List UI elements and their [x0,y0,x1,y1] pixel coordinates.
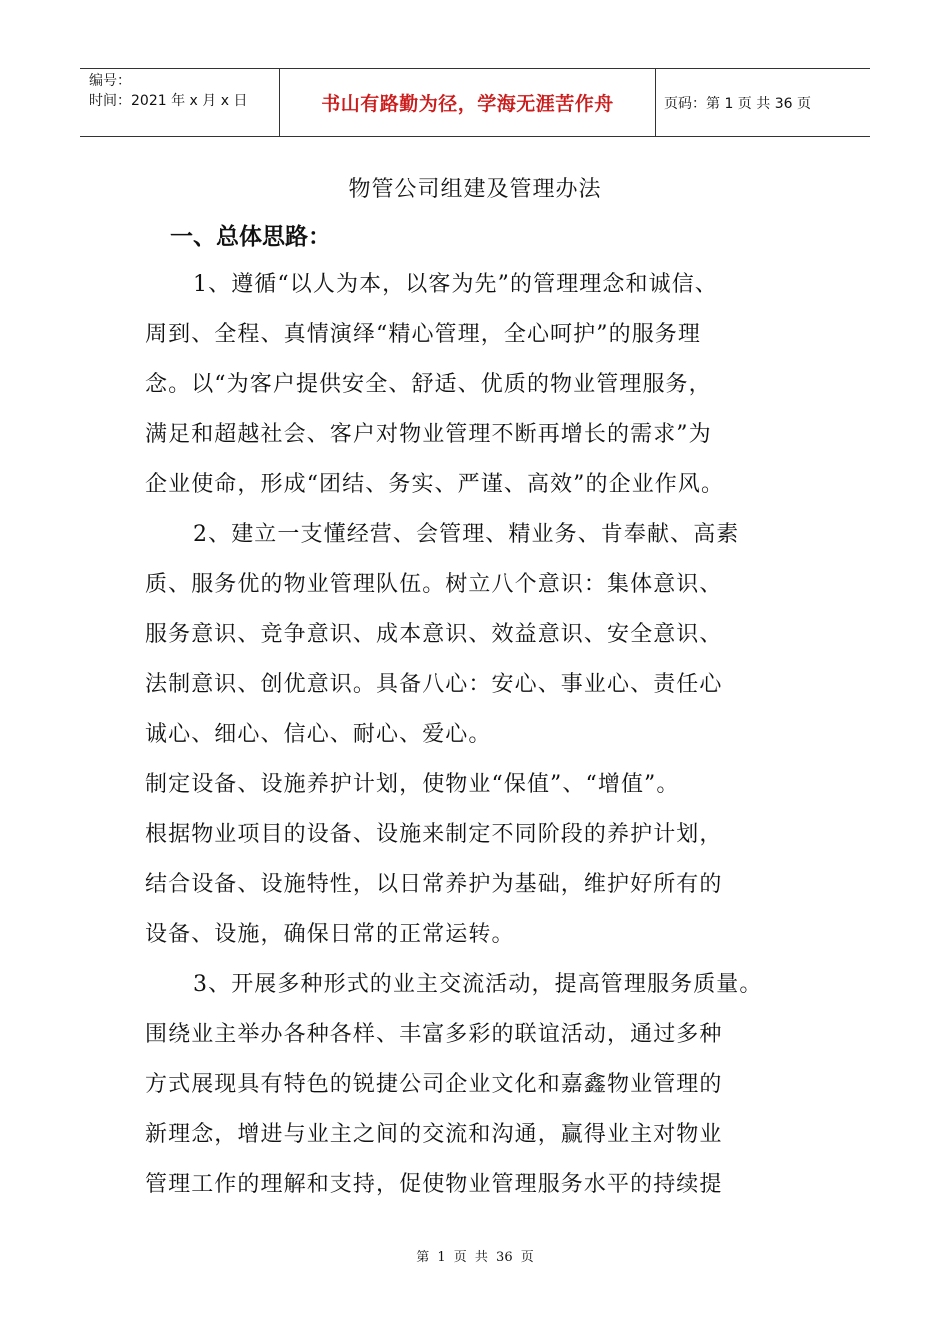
body-line: 制定设备、设施养护计划，使物业“保值”、“增值”。 [145,772,680,797]
header-motto: 书山有路勤为径，学海无涯苦作舟 [321,93,614,115]
body-line: 念。以“为客户提供安全、舒适、优质的物业管理服务， [145,372,712,397]
page-footer: 第 1 页 共 36 页 [416,1250,534,1265]
body-line: 围绕业主举办各种各样、丰富多彩的联谊活动，通过多种 [145,1022,723,1047]
body-line: 3、开展多种形式的业主交流活动，提高管理服务质量。 [193,972,763,997]
body-line: 1、遵循“以人为本，以客为先”的管理理念和诚信、 [193,272,718,297]
body-line: 设备、设施，确保日常的正常运转。 [145,922,515,947]
body-line: 新理念，增进与业主之间的交流和沟通，赢得业主对物业 [145,1122,723,1147]
section-heading: 一、总体思路： [170,224,331,250]
body-line: 周到、全程、真情演绎“精心管理，全心呵护”的服务理 [145,322,701,347]
body-line: 质、服务优的物业管理队伍。树立八个意识：集体意识、 [145,572,723,597]
document-date-label: 时间：2021 年 x 月 x 日 [89,93,248,109]
body-line: 方式展现具有特色的锐捷公司企业文化和嘉鑫物业管理的 [145,1072,723,1097]
body-line: 根据物业项目的设备、设施来制定不同阶段的养护计划， [145,822,723,847]
header-motto-cell [280,69,656,136]
body-line: 诚心、细心、信心、耐心、爱心。 [145,722,492,747]
header-meta-cell [80,69,280,136]
document-title: 物管公司组建及管理办法 [348,177,602,202]
header-page-info: 页码：第 1 页 共 36 页 [664,95,811,112]
body-line: 服务意识、竞争意识、成本意识、效益意识、安全意识、 [145,622,723,647]
header-table [80,68,870,137]
header-page-cell [656,69,870,136]
document-number-label: 编号： [89,73,131,89]
body-line: 结合设备、设施特性，以日常养护为基础，维护好所有的 [145,872,723,897]
document-body [145,260,820,1210]
body-line: 2、建立一支懂经营、会管理、精业务、肯奉献、高素 [193,522,740,547]
body-line: 法制意识、创优意识。具备八心：安心、事业心、责任心 [145,672,723,697]
body-line: 满足和超越社会、客户对物业管理不断再增长的需求”为 [145,422,712,447]
body-line: 管理工作的理解和支持，促使物业管理服务水平的持续提 [145,1172,723,1197]
body-line: 企业使命，形成“团结、务实、严谨、高效”的企业作风。 [145,472,725,497]
